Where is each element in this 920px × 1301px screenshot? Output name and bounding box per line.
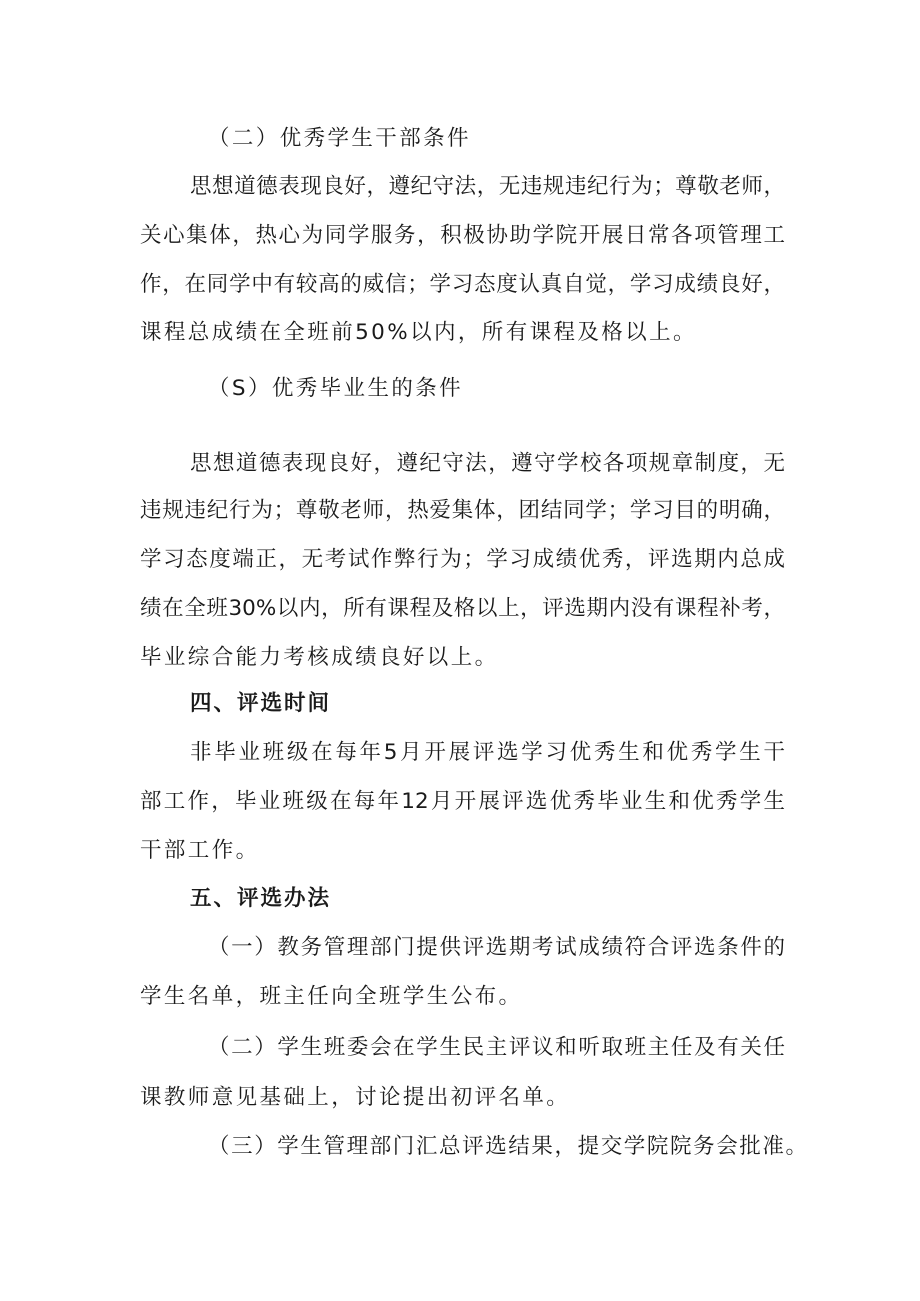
paragraph-line: 思想道德表现良好，遵纪守法，遵守学校各项规章制度，无 bbox=[190, 451, 785, 476]
section-heading-outstanding-cadre: （二）优秀学生干部条件 bbox=[208, 126, 471, 151]
paragraph-line: 部工作，毕业班级在每年12月开展评选优秀毕业生和优秀学生 bbox=[140, 789, 785, 814]
section-heading-selection-method: 五、评选办法 bbox=[190, 886, 332, 911]
paragraph-line: （三）学生管理部门汇总评选结果，提交学院院务会批准。 bbox=[208, 1134, 809, 1159]
paragraph-line: 干部工作。 bbox=[140, 838, 260, 863]
paragraph-line: 学习态度端正，无考试作弊行为；学习成绩优秀，评选期内总成 bbox=[140, 547, 785, 572]
paragraph-line: 非毕业班级在每年5月开展评选学习优秀生和优秀学生干 bbox=[190, 740, 785, 765]
paragraph-line: 毕业综合能力考核成绩良好以上。 bbox=[140, 645, 499, 670]
paragraph-line: 关心集体，热心为同学服务，积极协助学院开展日常各项管理工 bbox=[140, 223, 785, 248]
section-heading-selection-time: 四、评选时间 bbox=[190, 691, 332, 716]
paragraph-line: 学生名单，班主任向全班学生公布。 bbox=[140, 984, 523, 1009]
section-heading-outstanding-graduate: （S）优秀毕业生的条件 bbox=[208, 376, 464, 401]
paragraph-line: 违规违纪行为；尊敬老师，热爱集体，团结同学；学习目的明确， bbox=[140, 498, 785, 523]
paragraph-line: 课程总成绩在全班前50%以内，所有课程及格以上。 bbox=[140, 320, 697, 345]
paragraph-line: 作，在同学中有较高的威信；学习态度认真自觉，学习成绩良好， bbox=[140, 272, 785, 297]
paragraph-line: 绩在全班30%以内，所有课程及格以上，评选期内没有课程补考， bbox=[140, 596, 785, 621]
paragraph-line: （二）学生班委会在学生民主评议和听取班主任及有关任 bbox=[208, 1035, 785, 1060]
paragraph-line: （一）教务管理部门提供评选期考试成绩符合评选条件的 bbox=[208, 935, 785, 960]
paragraph-line: 课教师意见基础上，讨论提出初评名单。 bbox=[140, 1085, 571, 1110]
paragraph-line: 思想道德表现良好，遵纪守法，无违规违纪行为；尊敬老师， bbox=[190, 174, 785, 199]
